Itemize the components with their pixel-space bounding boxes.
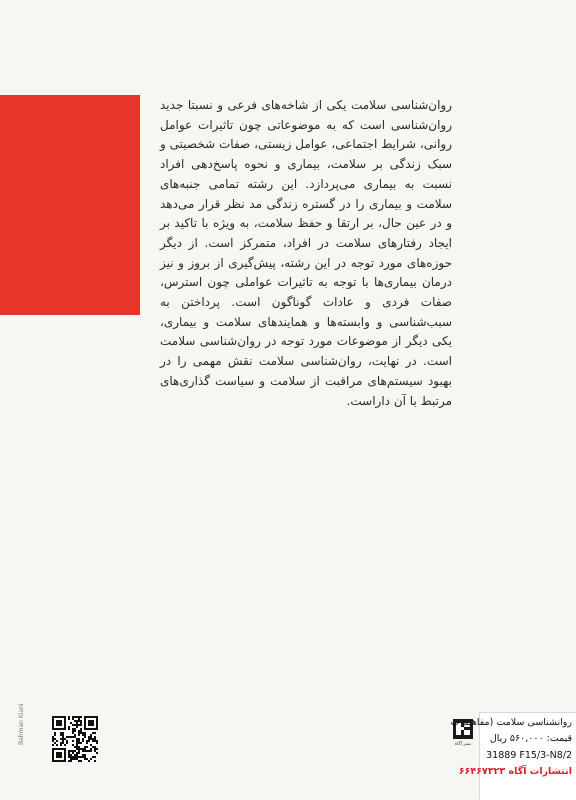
sticker-price: قیمت: ۵۶۰,۰۰۰ ریال bbox=[489, 733, 572, 744]
sticker-title: روانشناسی سلامت (مفاهیم ب bbox=[450, 717, 572, 728]
qr-code-graphic bbox=[52, 716, 98, 762]
back-cover-blurb: روان‌شناسی سلامت یکی از شاخه‌های فرعی و نسبتا جدید روان‌شناسی است که به موضوعاتی چون تاثیرات عوامل روانی، شرایط اجتماعی، عوامل زیستی، صفات شخصیتی و سبک زندگی بر سلامت، بیماری و نحوه پاسخ‌دهی افراد نسبت به بیماری می‌پردازد. این رشته تمامی جنبه‌های سلامت و بیماری را در گستره زندگی مد نظر قرار می‌دهد و در عین حال، بر ارتقا و حفظ سلامت، به ویژه با تاکید بر ایجاد رفتارهای سلامت در افراد، متمرکز است. از دیگر حوزه‌های مورد توجه در این رشته، پیش‌گیری از بروز و نیز درمان بیماری‌ها با توجه به تاثیرات عواملی چون استرس، صفات فردی و عادات گوناگون است. پرداختن به سبب‌شناسی و وابسته‌ها و همایندهای سلامت و بیماری، یکی دیگر از موضوعات مورد توجه در روان‌شناسی سلامت است. در نهایت، روان‌شناسی سلامت نقش مهمی را در بهبود سیستم‌های مراقبت از سلامت و سیاست گذاری‌های مرتبط با آن داراست. bbox=[160, 98, 452, 408]
publisher-logo-name: نشر آگاه bbox=[454, 742, 472, 747]
designer-credit: Bahman Kiani bbox=[18, 703, 25, 745]
red-accent-band bbox=[0, 95, 140, 315]
sticker-publisher: انتشارات آگاه ۶۶۴۶۷۳۲۳ bbox=[458, 766, 572, 777]
sticker-code: 31889 F15/3-N8/2 bbox=[486, 750, 572, 761]
qr-code-icon bbox=[52, 716, 98, 762]
